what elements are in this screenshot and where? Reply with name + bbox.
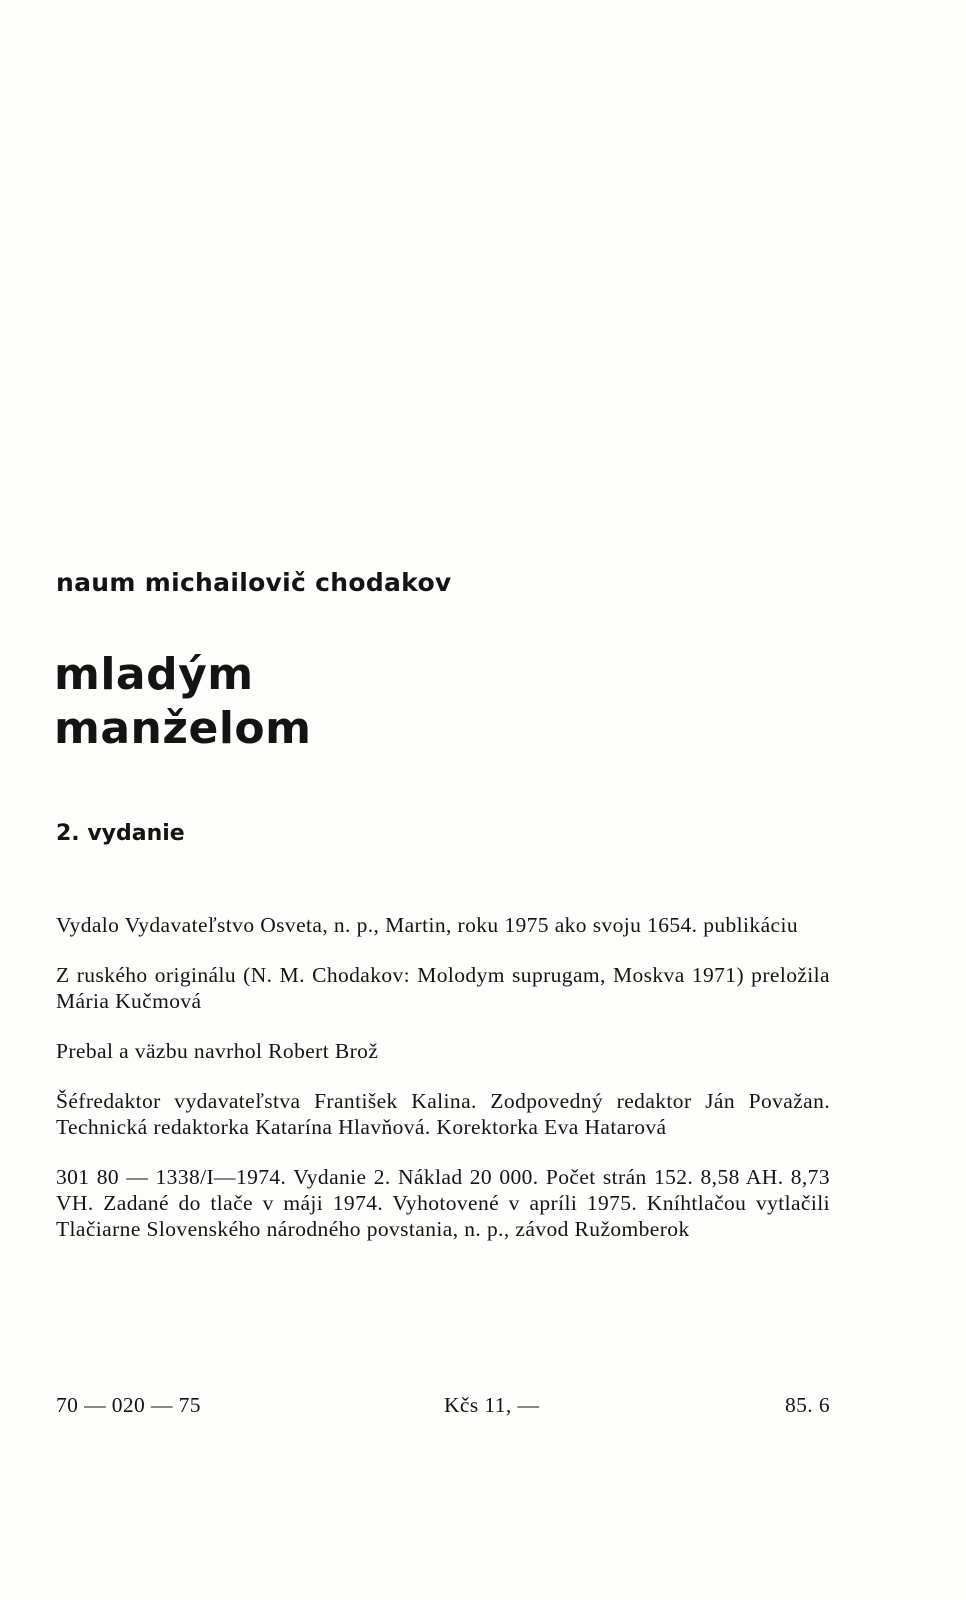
book-title-line-2: manželom [54,703,312,754]
price-label: Kčs 11, — [444,1393,540,1417]
translation-credit: Z ruského originálu (N. M. Chodakov: Molodym suprugam, Moskva 1971) preložila Mária Kučmová [56,963,830,1013]
imprint-block [56,912,830,1242]
book-title-line-1: mladým [54,649,254,700]
cover-design-credit: Prebal a väzbu navrhol Robert Brož [56,1039,379,1063]
catalog-number: 85. 6 [785,1393,830,1417]
printing-details: 301 80 — 1338/I—1974. Vydanie 2. Náklad 20 000. Počet strán 152. 8,58 AH. 8,73 VH. Zadané do tlače v máji 1974. Vyhotovené v apríli 1975. Kníhtlačou vytlačili Tlačiarne Slovenského národného povstania, n. p., závod Ružomberok [56,1165,830,1241]
book-title [54,648,311,756]
editorial-credits: Šéfredaktor vydavateľstva František Kalina. Zodpovedný redaktor Ján Považan. Technická redaktorka Katarína Hlavňová. Korektorka Eva Hatarová [56,1089,830,1139]
publication-code: 70 — 020 — 75 [56,1393,201,1417]
author-name: naum michailovič chodakov [56,568,452,597]
publisher-statement: Vydalo Vydavateľstvo Osveta, n. p., Martin, roku 1975 ako svoju 1654. publikáciu [56,913,798,937]
edition-label: 2. vydanie [56,821,185,846]
